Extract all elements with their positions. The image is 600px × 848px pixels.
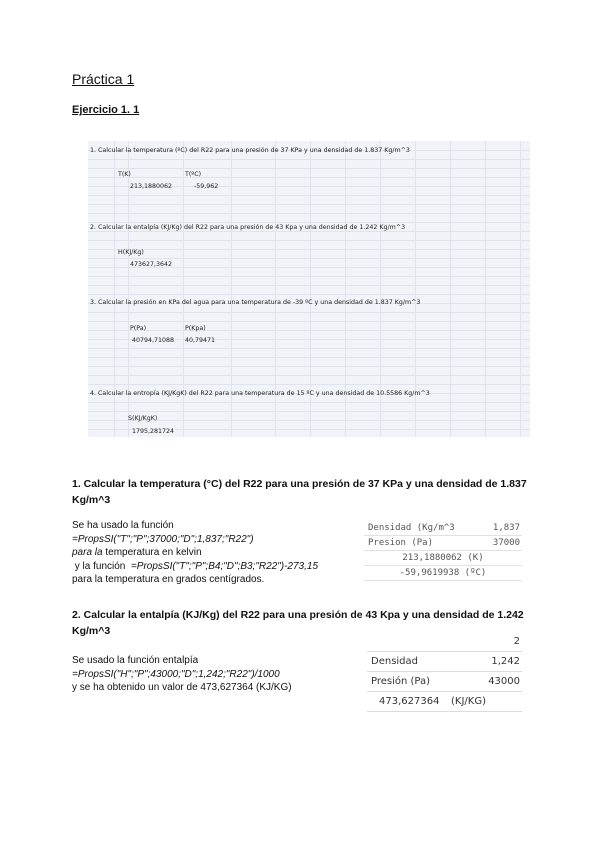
temperature-kelvin-result: 213,1880062 (K) (402, 553, 484, 563)
sheet-value-tc: -59,962 (194, 183, 219, 190)
enthalpy-value: 473,627364 (379, 696, 440, 707)
sheet-question-4: 4. Calcular la entropía (KJ/KgK) del R22 para una temperatura de 15 ºC y una densidad de 10.5586 Kg/m^3 (90, 390, 430, 397)
sheet-question-3: 3. Calcular la presión en KPa del agua para una temperatura de -39 ºC y una densidad de 1.837 Kg/m^3 (90, 299, 421, 306)
section-1-line-4 (72, 560, 362, 574)
density-label: Densidad (Kg/m^3 (368, 523, 455, 533)
table-row (364, 521, 522, 536)
section-2-line-3: y se ha obtenido un valor de 473,627364 (KJ/KG) (72, 682, 292, 693)
table-row (364, 566, 522, 581)
table-row (367, 652, 522, 672)
pressure-label: Presion (Pa) (368, 538, 434, 548)
sheet-value-ppa: 40794,71088 (132, 337, 175, 344)
density-label: Densidad (371, 656, 419, 667)
section-2-line-1: Se usado la función entalpía (72, 655, 199, 666)
density-value: 1,242 (491, 656, 520, 667)
sheet-value-pkpa: 40,79471 (185, 337, 216, 344)
section-1-line-1: Se ha usado la función (72, 520, 174, 531)
sheet-question-1: 1. Calcular la temperatura (ºC) del R22 para una presión de 37 KPa y una densidad de 1.837 Kg/m^3 (90, 147, 410, 154)
sheet-header-s: S(KJ/KgK) (128, 415, 158, 422)
section-2-heading: 2. Calcular la entalpía (KJ/Kg) del R22 para una presión de 43 Kpa y una densidad de 1.242 Kg/m^3 (72, 609, 524, 637)
table-row (364, 536, 522, 551)
section-1-line-3-italic: para la (72, 547, 103, 558)
sheet-header-tk: T(K) (118, 171, 131, 178)
section-1-line-3 (72, 546, 362, 560)
page-title: Práctica 1 (72, 71, 135, 87)
section-2-table (367, 632, 522, 712)
section-2-text (72, 654, 362, 695)
temperature-celsius-result: -59,9619938 (ºC) (399, 568, 487, 578)
section-1-formula-celsius: =PropsSI("T";"P";B4;"D";B3;"R22")-273,15 (128, 560, 319, 572)
sheet-header-ppa: P(Pa) (130, 325, 147, 332)
density-value: 1,837 (492, 523, 520, 533)
sheet-value-s: 1795,281724 (132, 428, 175, 435)
table-row (367, 632, 522, 652)
sheet-value-h: 473627,3642 (130, 261, 173, 268)
sheet-header-pkpa: P(Kpa) (185, 325, 206, 332)
index-value: 2 (513, 636, 520, 647)
pressure-value: 43000 (488, 676, 520, 687)
section-1-line-5: para la temperatura en grados centígrados. (72, 574, 265, 585)
sheet-question-2: 2. Calcular la entalpía (KJ/Kg) del R22 para una presión de 43 Kpa y una densidad de 1.242 Kg/m^3 (90, 224, 406, 231)
section-1-formula-kelvin: =PropsSI("T";"P";37000;"D";1,837;"R22") (72, 533, 254, 545)
table-row (367, 692, 522, 712)
section-1-line-4-text: y la función (72, 560, 129, 572)
table-row (364, 551, 522, 566)
table-row (367, 672, 522, 692)
pressure-label: Presión (Pa) (371, 676, 431, 687)
section-2-formula-enthalpy: =PropsSI("H";"P";43000;"D";1,242;"R22")/1000 (72, 668, 280, 680)
exercise-subtitle: Ejercicio 1. 1 (72, 104, 140, 116)
spreadsheet-image (88, 141, 530, 437)
sheet-header-h: H(KJ/Kg) (118, 249, 144, 256)
section-1-line-3-rest: temperatura en kelvin (102, 547, 202, 558)
enthalpy-unit: (KJ/KG) (451, 696, 486, 707)
pressure-value: 37000 (492, 538, 520, 548)
sheet-header-tc: T(ºC) (185, 171, 202, 178)
section-1-heading: 1. Calcular la temperatura (°C) del R22 para una presión de 37 KPa y una densidad de 1.837 Kg/m^3 (72, 478, 527, 506)
section-1-table (364, 521, 522, 581)
section-1-text (72, 519, 362, 587)
sheet-value-tk: 213,1880062 (130, 183, 173, 190)
